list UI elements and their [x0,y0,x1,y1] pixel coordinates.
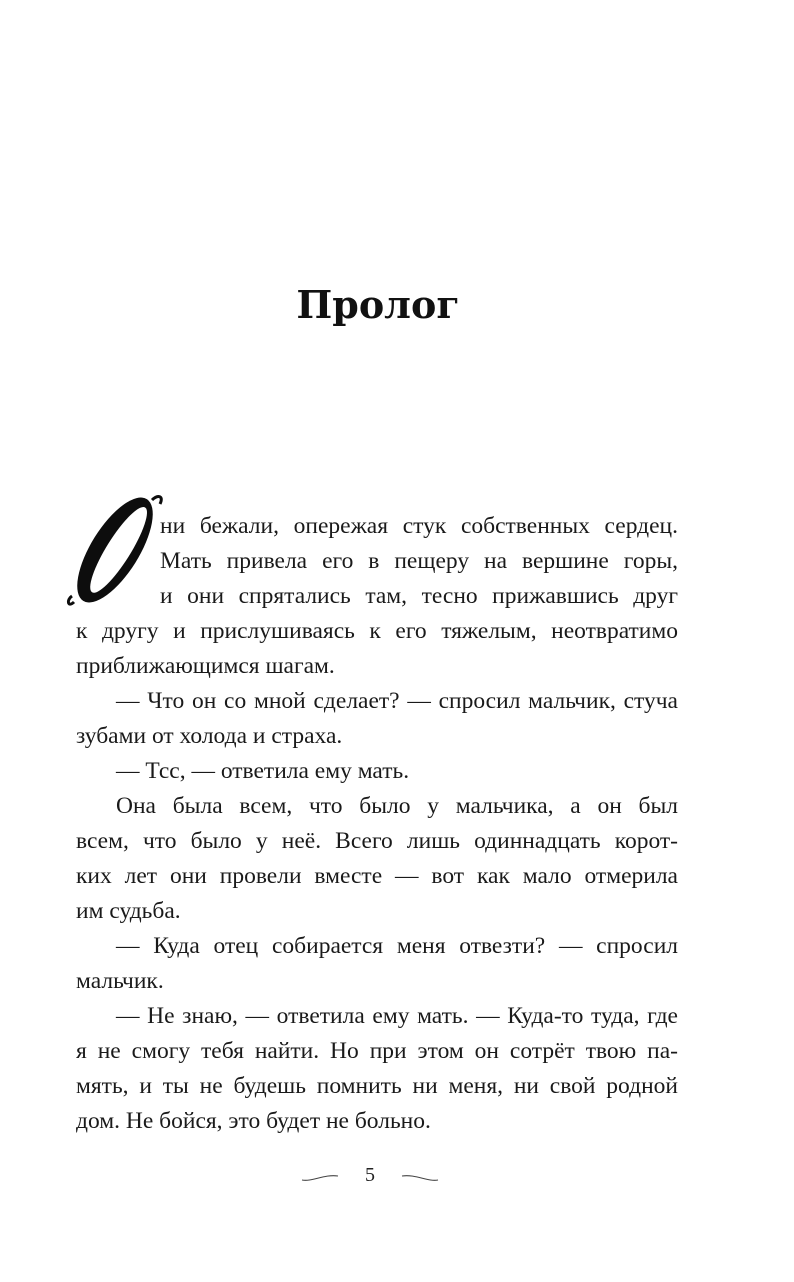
text-line: — Что он со мной сделает? — спросил мальчик, стуча [116,688,678,714]
text-line: к другу и прислушиваясь к его тяжелым, неотвратимо [76,618,678,644]
text-line: Мать привела его в пещеру на вершине горы, [160,548,678,574]
text-line: ких лет они провели вместе — вот как мало отмерила [76,863,678,889]
text-line: Она была всем, что было у мальчика, а он был [116,793,678,819]
text-line: — Тсс, — ответила ему мать. [116,758,410,784]
ornament-swash-right-icon [400,1170,440,1184]
text-line: и они спрятались там, тесно прижавшись друг [160,583,678,609]
text-line: всем, что было у неё. Всего лишь одиннадцать корот- [76,828,678,854]
page-footer [300,1162,440,1192]
text-line: мальчик. [76,968,164,994]
text-line: я не смогу тебя найти. Но при этом он сотрёт твою па- [76,1038,678,1064]
text-line: мять, и ты не будешь помнить ни меня, ни свой родной [76,1073,678,1099]
text-line: ни бежали, опережая стук собственных сердец. [160,513,678,539]
text-line: зубами от холода и страха. [76,723,343,749]
text-line: приближающимся шагам. [76,653,335,679]
page-number: 5 [365,1164,375,1186]
text-line: — Куда отец собирается меня отвезти? — спросил [116,933,678,959]
chapter-title: Пролог [296,282,460,327]
text-line: — Не знаю, — ответила ему мать. — Куда-то туда, где [116,1003,678,1029]
text-line: им судьба. [76,898,181,924]
text-line: дом. Не бойся, это будет не больно. [76,1108,431,1134]
